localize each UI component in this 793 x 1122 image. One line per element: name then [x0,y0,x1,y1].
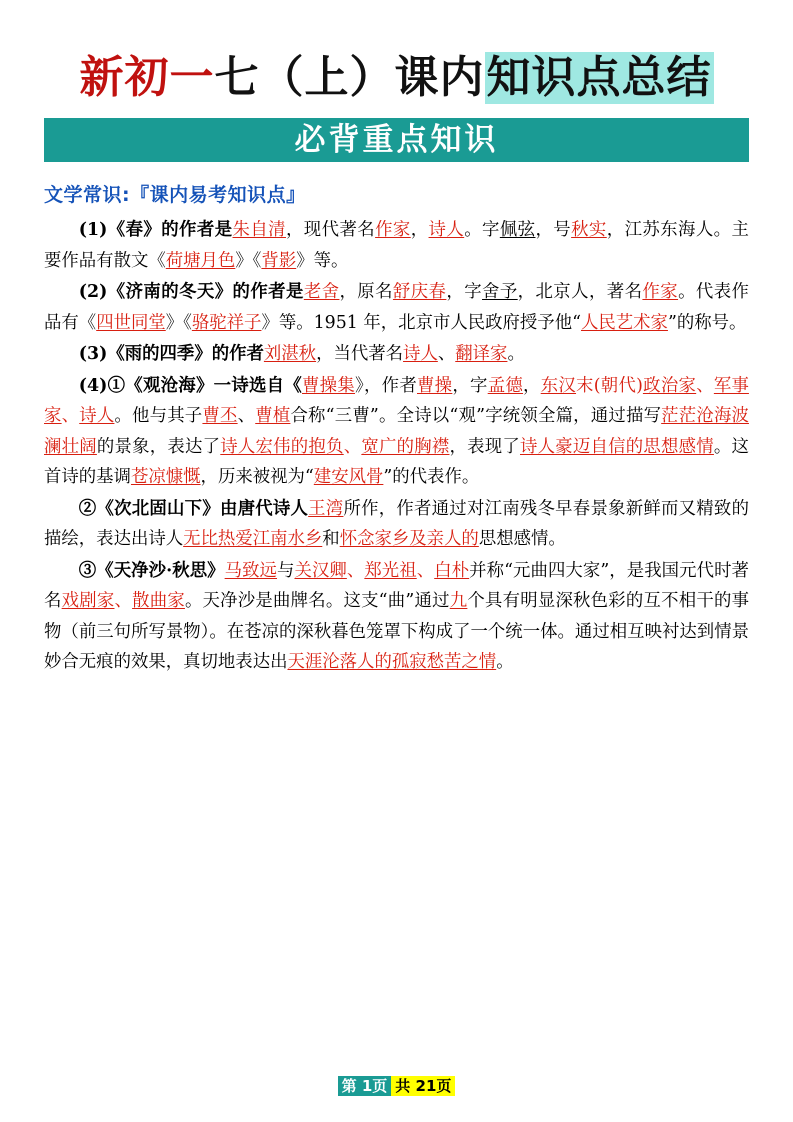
p4-j: 末(朝代) [576,375,643,396]
footer-total-pages: 共 21页 [391,1076,455,1096]
p6-k: 戏剧家 [61,591,115,611]
p4-m: 军事家 [44,375,749,426]
p4-r: 、 [237,406,256,426]
p2-l: 》《 [165,312,192,333]
p5-b: 》由唐代诗人 [202,498,309,519]
p2-e: 舒庆春 [392,282,447,302]
p6-c: 马致远 [224,560,278,581]
p3-h: 。 [507,344,525,364]
p4-a: (4)①《观沧海 [78,375,196,396]
p6-o: 九 [449,591,468,611]
footer-page-number: 第 1页 [338,1076,392,1096]
p4-f: ，字 [452,375,488,396]
page-title [44,42,749,104]
p2-f: ，字 [446,282,483,302]
p3-c: 刘湛秋 [263,344,317,364]
p4-aa: 诗人豪迈自信的思想感情 [520,436,714,457]
p2-a: (2)《济南的冬天 [78,282,215,302]
p6-m: 散曲家 [132,591,185,611]
p3-a: (3)《雨的四季 [78,344,195,364]
p4-t: 合称“三曹”。全诗以“观”字统领全篇，通过描写 [290,406,662,426]
p2-o: “ [572,312,581,333]
p6-r: 。 [496,652,514,672]
p1-b: 》的作者是 [143,220,233,240]
p4-v: 的景象，表达了 [96,436,221,457]
title-segment-black: 七（上）课内 [214,52,485,103]
p1-g: 诗人 [428,220,465,240]
p4-ab: 。这首诗的基调 [44,436,749,487]
p6-q: 天涯沦落人的孤寂愁苦之情 [287,652,497,672]
paragraph-3 [44,339,749,370]
p2-k: 四世同堂 [96,312,166,333]
p6-i: 白朴 [434,560,470,581]
p1-e: 作家 [375,220,411,240]
p6-b: 》 [207,560,225,581]
p2-i: 作家 [642,282,679,302]
p4-w: 诗人宏伟的抱负 [220,436,344,457]
p4-p: 。他与其子 [114,406,203,426]
p4-i: 东汉 [540,375,577,396]
p3-b: 》的作者 [194,344,264,364]
p5-d: 所作，作者通过对江南残冬早春景象新鲜而又精致的描绘，表达出诗人 [44,498,749,549]
p2-n: 》等。1951 年，北京市人民政府授予他 [261,312,573,333]
paragraph-4 [44,371,749,493]
p1-k: 秋实 [571,220,607,240]
p5-e: 无比热爱江南水乡 [183,529,323,549]
p4-b: 》一诗选自《 [195,375,302,396]
p4-d: 》，作者 [355,375,417,396]
p1-n: 》《 [235,250,262,271]
p2-c: 老舍 [303,282,340,302]
p5-f: 和 [322,529,340,549]
p4-af: ”的代表作。 [383,467,480,487]
p2-g: 舍予 [482,282,518,302]
p4-u: 茫茫沧海波澜壮阔 [44,406,749,457]
p1-p: 》等。 [296,250,349,271]
p6-a: ③《天净沙·秋思 [78,560,208,581]
p1-f: ， [410,220,429,240]
paragraph-2 [44,277,749,338]
title-segment-red: 新初一 [79,52,215,103]
p2-h: ，北京人，著名 [517,282,643,302]
p4-y: 宽广的胸襟 [361,436,450,457]
p1-l: ，江苏东海人。主要作品有散文《 [44,220,749,271]
p5-c: 王湾 [308,498,344,519]
p2-j: 。代表作品有《 [44,282,749,333]
p6-p: 个具有明显深秋色彩的互不相干的事物（前三句所写景物）。在苍凉的深秋暮色笼罩下构成了一个统一体。通过相互映衬达到情景妙合无痕的效果，真切地表达出 [44,591,749,672]
p4-x: 、 [343,436,362,457]
banner-must-memorize: 必背重点知识 [44,118,749,162]
p1-j: ，号 [535,220,572,240]
p4-c: 曹操集 [302,375,356,396]
p1-o: 背影 [261,250,297,271]
p4-e: 曹操 [417,375,453,396]
paragraph-5 [44,494,749,555]
p1-m: 荷塘月色 [165,250,236,271]
p6-f: 、 [346,560,365,581]
p6-e: 关汉卿 [294,560,347,581]
page-footer [0,1075,793,1096]
p2-d: ，原名 [339,282,393,302]
p1-d: ，现代著名 [285,220,376,240]
p1-c: 朱自清 [232,220,286,240]
p2-m: 骆驼祥子 [191,312,262,333]
p2-b: 》的作者是 [214,282,304,302]
p4-k: 政治家 [642,375,697,396]
p4-g: 孟德 [487,375,524,396]
p3-g: 翻译家 [455,344,508,364]
p2-q: ”的称号。 [667,312,747,333]
p1-h: 。字 [464,220,500,240]
p4-z: ，表现了 [449,436,520,457]
section-heading-literary-common-sense: 文学常识:『课内易考知识点』 [44,184,306,206]
paragraph-6 [44,556,749,678]
p4-ad: ，历来被视为“ [200,467,314,487]
p6-h: 、 [416,560,435,581]
p4-q: 曹丕 [202,406,238,426]
document-body [44,215,749,678]
p3-e: 诗人 [403,344,438,364]
title-segment-highlight: 知识点总结 [486,52,712,103]
p6-g: 郑光祖 [364,560,417,581]
p5-a: ②《次北固山下 [78,498,203,519]
p6-j: 并称“元曲四大家”，是我国元代时著名 [44,560,749,611]
p3-d: ，当代著名 [316,344,404,364]
p6-n: 。天净沙是曲牌名。这支“曲”通过 [184,591,450,611]
p5-g: 怀念家乡及亲人的 [339,529,479,549]
p4-o: 诗人 [79,406,115,426]
p4-s: 曹植 [255,406,291,426]
p6-d: 与 [277,560,295,581]
p1-i: 佩弦 [499,220,536,240]
p6-l: 、 [114,591,133,611]
p2-p: 人民艺术家 [580,312,668,333]
p1-a: (1)《春 [78,220,144,240]
p4-l: 、 [696,375,714,396]
p5-h: 思想感情。 [478,529,566,549]
p3-f: 、 [437,344,456,364]
p4-ac: 苍凉慷慨 [130,467,201,487]
p4-n: 、 [61,406,80,426]
p4-h: ， [523,375,541,396]
paragraph-1 [44,215,749,276]
p4-ae: 建安风骨 [313,467,384,487]
